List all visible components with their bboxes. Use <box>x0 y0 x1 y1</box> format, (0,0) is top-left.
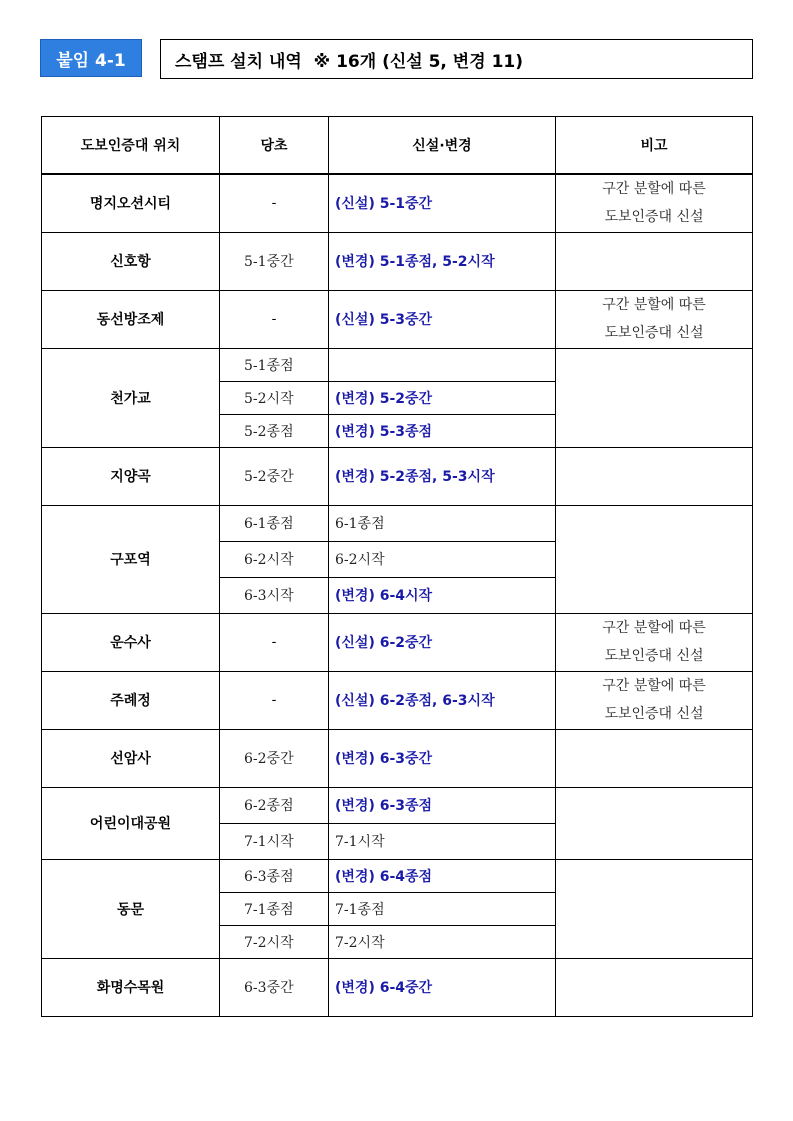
original-cell: 5-2중간 <box>220 447 329 505</box>
table-row <box>42 671 753 729</box>
location-cell: 동문 <box>42 859 220 958</box>
note-cell <box>556 505 753 613</box>
change-cell: 6-1종점 <box>329 505 556 541</box>
table-row <box>42 859 753 892</box>
location-cell: 구포역 <box>42 505 220 613</box>
location-cell: 신호항 <box>42 232 220 290</box>
original-cell: 5-1종점 <box>220 348 329 381</box>
change-cell: (신설) 6-2종점, 6-3시작 <box>329 671 556 729</box>
location-cell: 화명수목원 <box>42 958 220 1016</box>
original-cell: - <box>220 671 329 729</box>
note-cell <box>556 174 753 232</box>
change-cell: (변경) 6-4시작 <box>329 577 556 613</box>
change-cell: 6-2시작 <box>329 541 556 577</box>
note-cell <box>556 859 753 958</box>
column-header-change: 신설·변경 <box>329 117 556 175</box>
change-cell: (변경) 5-1종점, 5-2시작 <box>329 232 556 290</box>
table-row <box>42 505 753 541</box>
change-cell: 7-1시작 <box>329 823 556 859</box>
original-cell: 7-2시작 <box>220 925 329 958</box>
note-cell <box>556 232 753 290</box>
note-line: 도보인증대 신설 <box>604 325 704 341</box>
table-row <box>42 958 753 1016</box>
location-cell: 명지오션시티 <box>42 174 220 232</box>
table-row <box>42 787 753 823</box>
column-header-note: 비고 <box>556 117 753 175</box>
note-line: 도보인증대 신설 <box>604 209 704 226</box>
original-cell: 6-2종점 <box>220 787 329 823</box>
original-cell: 6-3종점 <box>220 859 329 892</box>
table-row <box>42 174 753 232</box>
change-cell: (변경) 6-3중간 <box>329 729 556 787</box>
change-cell <box>329 348 556 381</box>
note-cell <box>556 958 753 1016</box>
table-row <box>42 232 753 290</box>
location-cell: 어린이대공원 <box>42 787 220 859</box>
document-header <box>40 39 523 79</box>
location-cell: 지양곡 <box>42 447 220 505</box>
original-cell: 5-2시작 <box>220 381 329 414</box>
change-cell: (신설) 5-3중간 <box>329 290 556 348</box>
change-cell: (신설) 6-2중간 <box>329 613 556 671</box>
change-cell: (변경) 6-3종점 <box>329 787 556 823</box>
location-cell: 천가교 <box>42 348 220 447</box>
note-cell <box>556 729 753 787</box>
note-line: 구간 분할에 따른 <box>602 297 706 313</box>
original-cell: 6-2시작 <box>220 541 329 577</box>
original-cell: 7-1종점 <box>220 892 329 925</box>
original-cell: 6-3시작 <box>220 577 329 613</box>
note-cell <box>556 787 753 859</box>
original-cell: 6-2중간 <box>220 729 329 787</box>
change-cell: 7-1종점 <box>329 892 556 925</box>
change-cell: (변경) 5-3종점 <box>329 414 556 447</box>
attachment-badge: 붙임 4-1 <box>40 39 142 77</box>
location-cell: 주례정 <box>42 671 220 729</box>
note-line: 구간 분할에 따른 <box>602 678 706 694</box>
stamp-installation-table <box>41 116 753 1017</box>
note-cell <box>556 447 753 505</box>
location-cell: 선암사 <box>42 729 220 787</box>
original-cell: 7-1시작 <box>220 823 329 859</box>
original-cell: - <box>220 174 329 232</box>
change-cell: 7-2시작 <box>329 925 556 958</box>
original-cell: 5-2종점 <box>220 414 329 447</box>
note-line: 구간 분할에 따른 <box>602 181 706 198</box>
original-cell: - <box>220 613 329 671</box>
table-row <box>42 290 753 348</box>
original-cell: 6-1종점 <box>220 505 329 541</box>
table-row <box>42 729 753 787</box>
table-row <box>42 613 753 671</box>
table-row <box>42 447 753 505</box>
original-cell: - <box>220 290 329 348</box>
column-header-location: 도보인증대 위치 <box>42 117 220 175</box>
note-line: 도보인증대 신설 <box>604 706 704 722</box>
table-header-row <box>42 117 753 175</box>
table-row <box>42 348 753 381</box>
column-header-original: 당초 <box>220 117 329 175</box>
change-cell: (신설) 5-1중간 <box>329 174 556 232</box>
note-line: 도보인증대 신설 <box>604 648 704 664</box>
change-cell: (변경) 5-2종점, 5-3시작 <box>329 447 556 505</box>
note-cell <box>556 348 753 447</box>
original-cell: 6-3중간 <box>220 958 329 1016</box>
note-cell <box>556 613 753 671</box>
location-cell: 동선방조제 <box>42 290 220 348</box>
change-cell: (변경) 5-2중간 <box>329 381 556 414</box>
note-line: 구간 분할에 따른 <box>602 620 706 636</box>
change-cell: (변경) 6-4중간 <box>329 958 556 1016</box>
location-cell: 운수사 <box>42 613 220 671</box>
document-title: 스탬프 설치 내역 ※ 16개 (신설 5, 변경 11) <box>160 39 753 79</box>
change-cell: (변경) 6-4종점 <box>329 859 556 892</box>
note-cell <box>556 290 753 348</box>
original-cell: 5-1중간 <box>220 232 329 290</box>
note-cell <box>556 671 753 729</box>
table-body <box>42 174 753 1016</box>
